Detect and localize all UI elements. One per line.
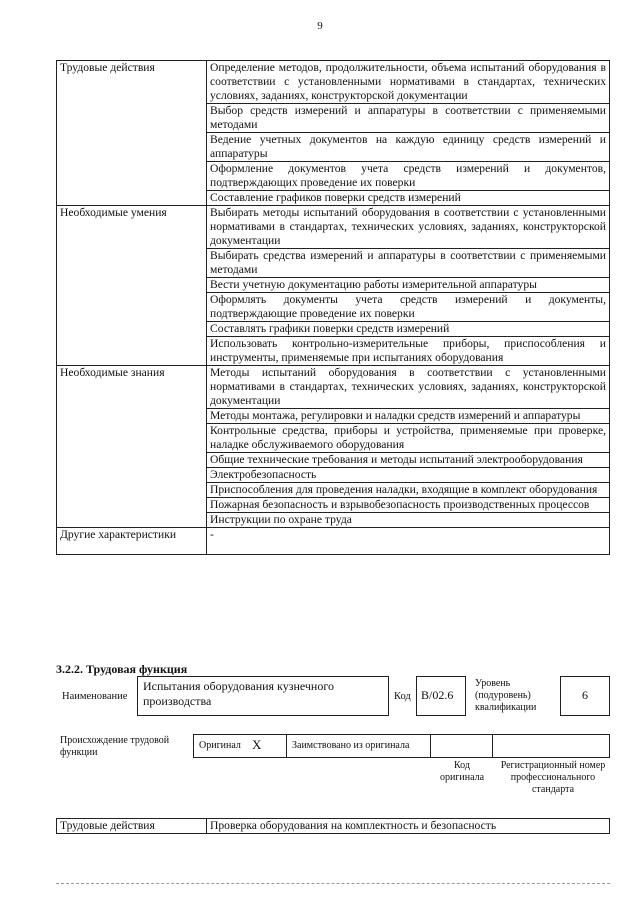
level-box xyxy=(560,676,610,716)
name-value: Испытания оборудования кузнечного производства xyxy=(143,679,334,708)
table-row xyxy=(57,61,610,104)
origin-divider-1 xyxy=(286,734,287,758)
level-value: 6 xyxy=(582,688,588,702)
name-box xyxy=(137,676,389,716)
row-label: Другие характеристики xyxy=(57,528,207,555)
section-title: 3.2.2. Трудовая функция xyxy=(56,662,188,676)
table-row xyxy=(57,206,610,249)
origin-divider-3 xyxy=(492,734,493,758)
row-item: Электробезопасность xyxy=(207,468,610,483)
row-item: Контрольные средства, приборы и устройства, применяемые при проверке, наладке обслуживаемого оборудования xyxy=(207,424,610,453)
bottom-label: Трудовые действия xyxy=(57,819,207,834)
reg-number-label: Регистрационный номер профессионального стандарта xyxy=(500,760,606,795)
row-item: Методы монтажа, регулировки и наладки средств измерений и аппаратуры xyxy=(207,409,610,424)
code-original-label: Код оригинала xyxy=(439,760,485,783)
original-label: Оригинал xyxy=(199,740,241,751)
page-number: 9 xyxy=(317,20,323,32)
row-item: Инструкции по охране труда xyxy=(207,513,610,528)
row-item: Пожарная безопасность и взрывобезопасность производственных процессов xyxy=(207,498,610,513)
row-item: Определение методов, продолжительности, объема испытаний оборудования в соответствии с установленными нормативами в стандартах, технических условиях, заданиях, конструкторской документации xyxy=(207,61,610,104)
bottom-item: Проверка оборудования на комплектность и безопасность xyxy=(207,819,610,834)
row-item: - xyxy=(207,528,610,555)
row-item: Общие технические требования и методы испытаний электрооборудования xyxy=(207,453,610,468)
table-row xyxy=(57,819,610,834)
row-item: Оформление документов учета средств измерений и документов, подтверждающих проведение их поверки xyxy=(207,162,610,191)
bottom-table xyxy=(56,818,610,834)
row-item: Ведение учетных документов на каждую единицу средств измерений и аппаратуры xyxy=(207,133,610,162)
code-label: Код xyxy=(394,691,411,702)
row-item: Вести учетную документацию работы измерительной аппаратуры xyxy=(207,278,610,293)
row-item: Выбор средств измерений и аппаратуры в соответствии с применяемыми методами xyxy=(207,104,610,133)
name-label: Наименование xyxy=(62,691,128,702)
borrowed-label: Заимствовано из оригинала xyxy=(292,740,410,751)
row-label: Необходимые знания xyxy=(57,366,207,528)
competency-table xyxy=(56,60,610,555)
origin-label: Происхождение трудовой функции xyxy=(60,735,170,758)
row-item: Оформлять документы учета средств измерений и документы, подтверждающие проведение их поверки xyxy=(207,293,610,322)
row-item: Выбирать методы испытаний оборудования в соответствии с установленными нормативами в стандартах, технических условиях, заданиях, конструкторской документации xyxy=(207,206,610,249)
row-item: Приспособления для проведения наладки, входящие в комплект оборудования xyxy=(207,483,610,498)
code-box xyxy=(416,676,466,716)
row-item: Составлять графики поверки средств измерений xyxy=(207,322,610,337)
code-value: В/02.6 xyxy=(421,688,454,702)
row-label: Трудовые действия xyxy=(57,61,207,206)
footer-rule xyxy=(56,883,610,884)
table-row xyxy=(57,366,610,409)
row-item: Составление графиков поверки средств измерений xyxy=(207,191,610,206)
row-item: Методы испытаний оборудования в соответствии с установленными нормативами в стандартах, технических условиях, заданиях, конструкторской документации xyxy=(207,366,610,409)
table-row xyxy=(57,528,610,555)
row-item: Выбирать средства измерений и аппаратуры в соответствии с применяемыми методами xyxy=(207,249,610,278)
row-item: Использовать контрольно-измерительные приборы, приспособления и инструменты, применяемые при испытаниях оборудования xyxy=(207,337,610,366)
row-label: Необходимые умения xyxy=(57,206,207,366)
origin-divider-2 xyxy=(430,734,431,758)
level-label: Уровень (подуровень) квалификации xyxy=(475,678,537,713)
original-mark: X xyxy=(252,737,262,752)
